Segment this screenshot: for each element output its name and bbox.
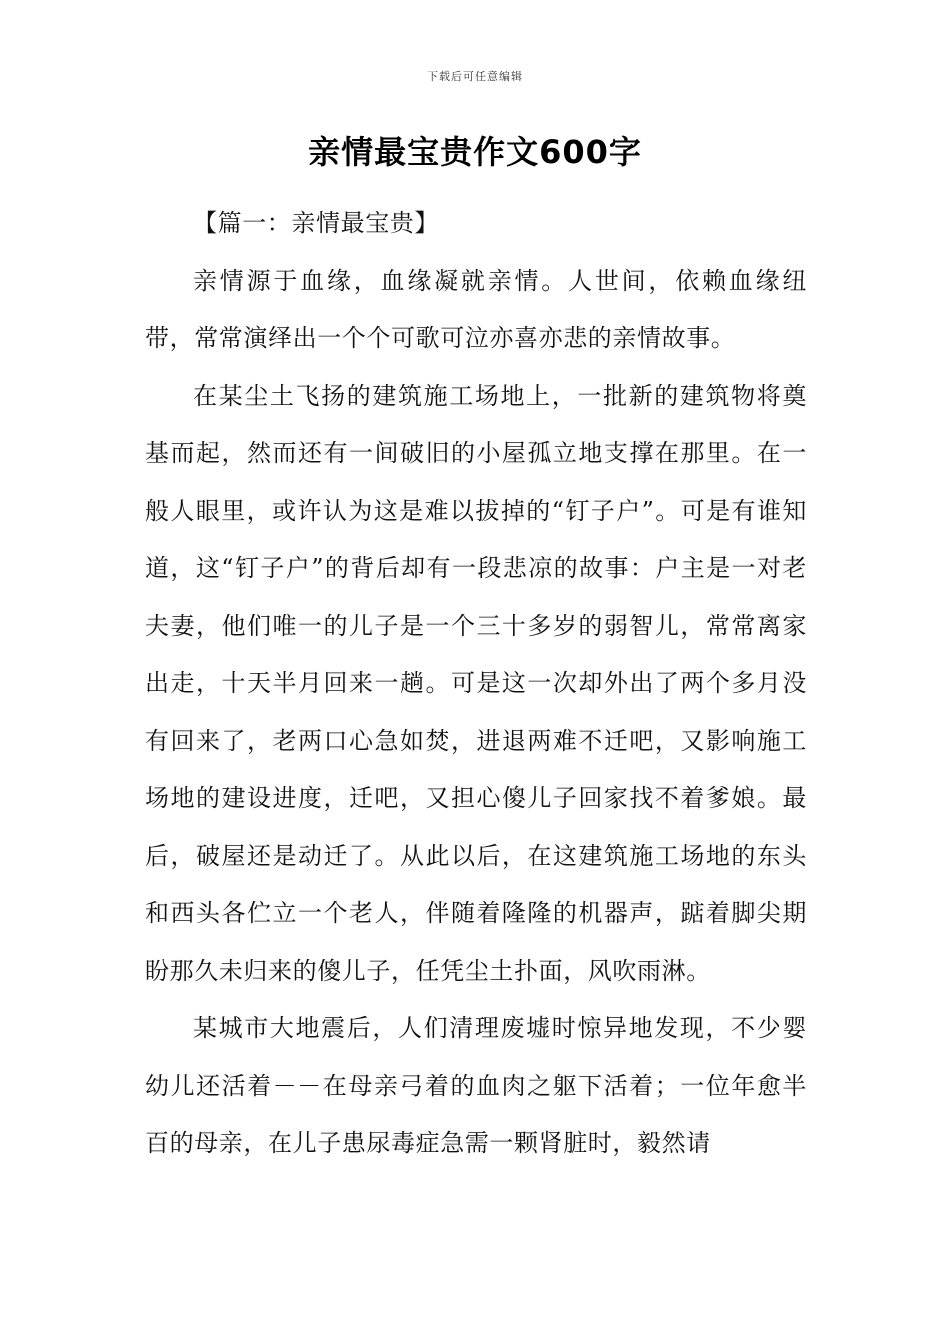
header-note: 下载后可任意编辑 — [427, 70, 523, 83]
document-title: 亲情最宝贵作文600字 — [308, 133, 642, 171]
paragraph: 亲情源于血缘，血缘凝就亲情。人世间，依赖血缘纽带，常常演绎出一个个可歌可泣亦喜亦悲的亲情故事。 — [145, 266, 807, 352]
document-body — [145, 195, 807, 1173]
paragraph: 某城市大地震后，人们清理废墟时惊异地发现，不少婴幼儿还活着－－在母亲弓着的血肉之躯下活着；一位年愈半百的母亲，在儿子患尿毒症急需一颗肾脏时，毅然请 — [145, 1014, 807, 1157]
paragraph: 在某尘土飞扬的建筑施工场地上，一批新的建筑物将奠基而起，然而还有一间破旧的小屋孤立地支撑在那里。在一般人眼里，或许认为这是难以拔掉的“钉子户”。可是有谁知道，这“钉子户”的背后却有一段悲凉的故事：户主是一对老夫妻，他们唯一的儿子是一个三十多岁的弱智儿，常常离家出走，十天半月回来一趟。可是这一次却外出了两个多月没有回来了，老两口心急如焚，进退两难不迁吧，又影响施工场地的建设进度，迁吧，又担心傻儿子回家找不着爹娘。最后，破屋还是动迁了。从此以后，在这建筑施工场地的东头和西头各伫立一个老人，伴随着隆隆的机器声，踮着脚尖期盼那久未归来的傻儿子，任凭尘土扑面，风吹雨淋。 — [145, 381, 807, 985]
section-heading: 【篇一：亲情最宝贵】 — [193, 209, 439, 237]
